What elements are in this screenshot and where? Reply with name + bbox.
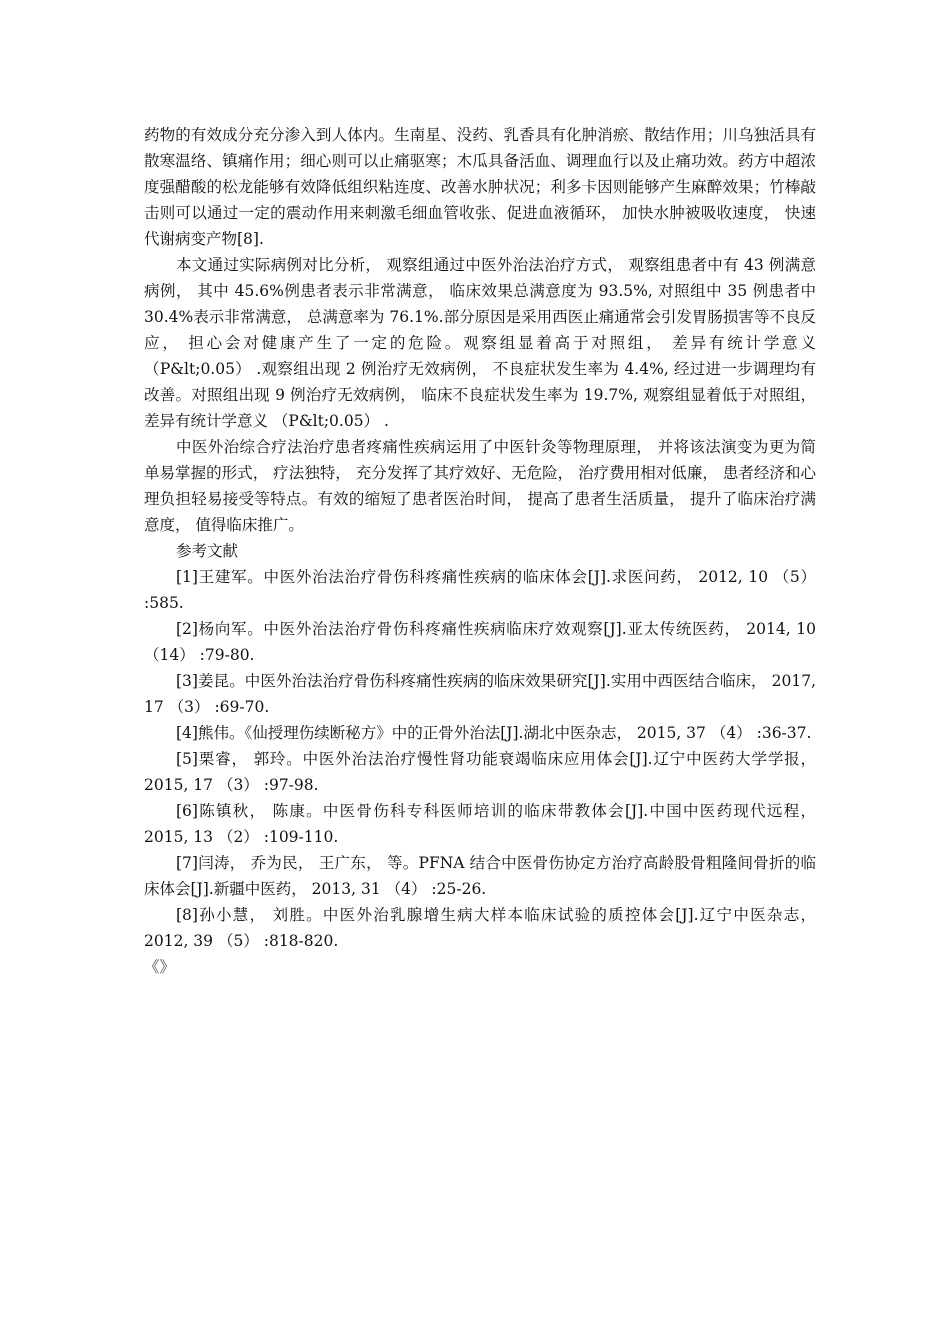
reference-item-1: [1]王建军。中医外治法治疗骨伤科疼痛性疾病的临床体会[J].求医问药， 2012, 10 （5） :585.	[144, 568, 816, 612]
reference-item-6: [6]陈镇秋， 陈康。中医骨伤科专科医师培训的临床带教体会[J].中国中医药现代远程， 2015, 13 （2） :109-110.	[144, 802, 816, 846]
reference-item-4: [4]熊伟。《仙授理伤续断秘方》中的正骨外治法[J].湖北中医杂志， 2015, 37 （4） :36-37.	[176, 724, 812, 742]
trailing-brackets: 《》	[144, 958, 176, 976]
reference-item-8: [8]孙小慧， 刘胜。中医外治乳腺增生病大样本临床试验的质控体会[J].辽宁中医杂志， 2012, 39 （5） :818-820.	[144, 906, 816, 950]
body-paragraph-1: 药物的有效成分充分渗入到人体内。生南星、没药、乳香具有化肿消瘀、散结作用；川乌独活具有散寒温络、镇痛作用；细心则可以止痛驱寒；木瓜具备活血、调理血行以及止痛功效。药方中超浓度强醋酸的松龙能够有效降低组织粘连度、改善水肿状况；利多卡因则能够产生麻醉效果；竹棒敲击则可以通过一定的震动作用来刺激毛细血管收张、促进血液循环， 加快水肿被吸收速度， 快速代谢病变产物[8].	[144, 126, 816, 248]
reference-item-3: [3]姜昆。中医外治法治疗骨伤科疼痛性疾病的临床效果研究[J].实用中西医结合临床， 2017, 17 （3） :69-70.	[144, 672, 816, 716]
document-page	[144, 122, 816, 980]
references-list	[144, 564, 816, 954]
body-paragraph-2: 本文通过实际病例对比分析， 观察组通过中医外治法治疗方式， 观察组患者中有 43 例满意病例， 其中 45.6%例患者表示非常满意， 临床效果总满意度为 93.5%, 对照组中 35 例患者中 30.4%表示非常满意， 总满意率为 76.1%.部分原因是采用西医止痛通常会引发胃肠损害等不良反应， 担心会对健康产生了一定的危险。观察组显着高于对照组， 差异有统计学意义 （P&lt;0.05） .观察组出现 2 例治疗无效病例， 不良症状发生率为 4.4%, 经过进一步调理均有改善。对照组出现 9 例治疗无效病例， 临床不良症状发生率为 19.7%, 观察组显着低于对照组， 差异有统计学意义 （P&lt;0.05） .	[144, 256, 816, 430]
reference-item-5: [5]栗睿， 郭玲。中医外治法治疗慢性肾功能衰竭临床应用体会[J].辽宁中医药大学学报， 2015, 17 （3） :97-98.	[144, 750, 816, 794]
references-heading: 参考文献	[176, 542, 239, 560]
reference-item-2: [2]杨向军。中医外治法治疗骨伤科疼痛性疾病临床疗效观察[J].亚太传统医药， 2014, 10 （14） :79-80.	[144, 620, 816, 664]
body-paragraph-3: 中医外治综合疗法治疗患者疼痛性疾病运用了中医针灸等物理原理， 并将该法演变为更为简单易掌握的形式， 疗法独特， 充分发挥了其疗效好、无危险， 治疗费用相对低廉， 患者经济和心理负担轻易接受等特点。有效的缩短了患者医治时间， 提高了患者生活质量， 提升了临床治疗满意度， 值得临床推广。	[144, 438, 816, 534]
reference-item-7: [7]闫涛， 乔为民， 王广东， 等。PFNA 结合中医骨伤协定方治疗高龄股骨粗隆间骨折的临床体会[J].新疆中医药， 2013, 31 （4） :25-26.	[144, 854, 816, 898]
